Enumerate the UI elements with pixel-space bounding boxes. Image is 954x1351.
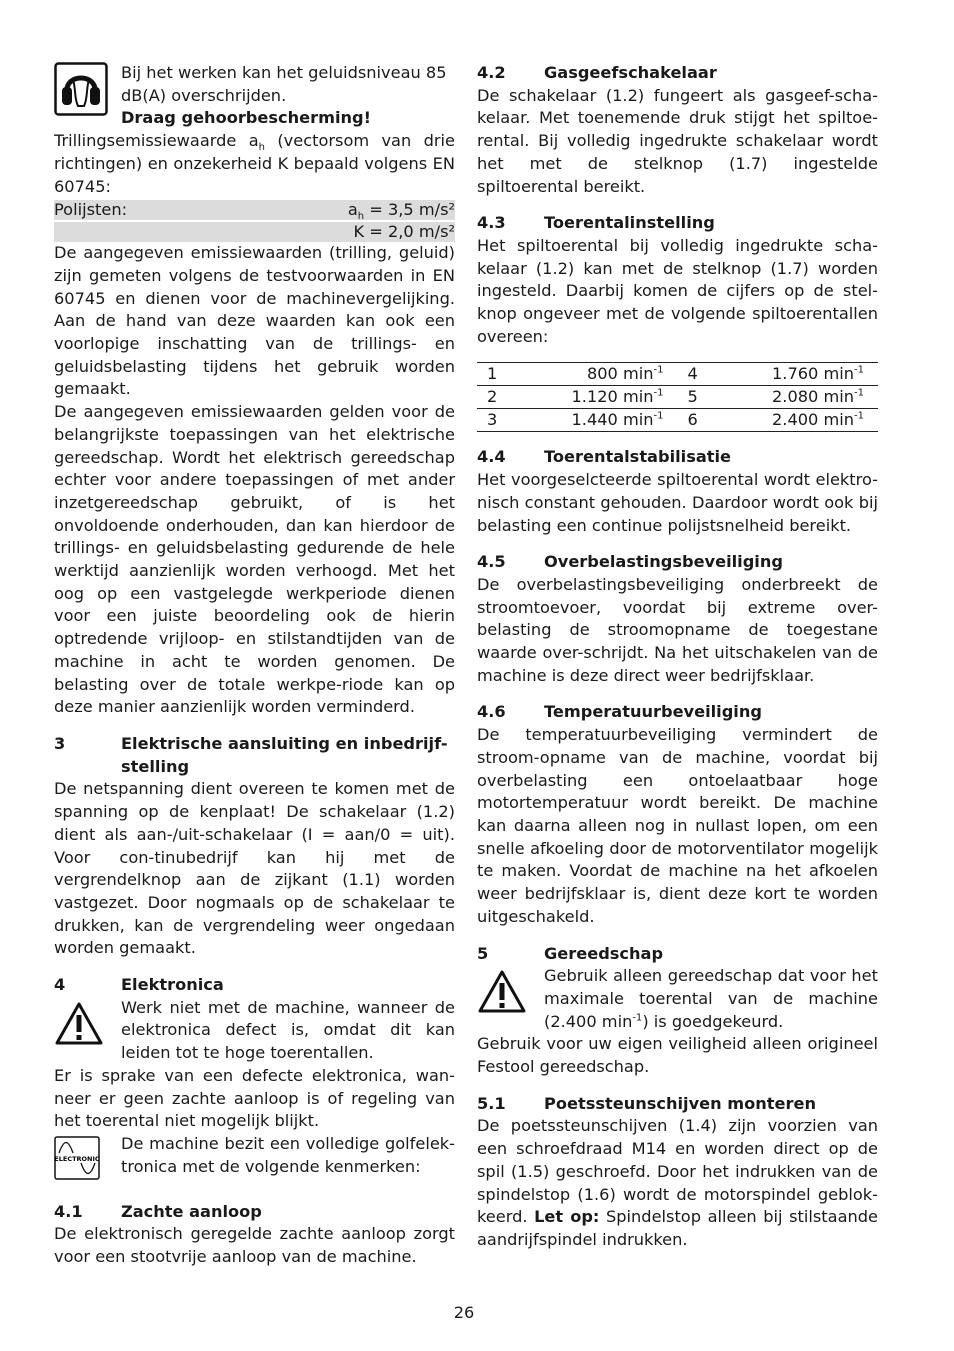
electronic-notice (54, 1133, 455, 1187)
section-title: Gereedschap (544, 943, 664, 963)
section-4-4-heading: 4.4 Toerentalstabilisatie (477, 446, 878, 469)
section-5-1-heading: 5.1 Poetssteunschijven monteren (477, 1093, 878, 1116)
electronics-warning (54, 997, 455, 1065)
tool-warning (477, 965, 878, 1033)
right-column (477, 62, 878, 1252)
svg-text:ELECTRONIC: ELECTRONIC (54, 1154, 100, 1163)
section-4-1-text: De elektronisch geregelde zachte aanloop zorgt voor een stootvrije aanloop van de machine. (54, 1224, 455, 1267)
section-4-5-text: De overbelastingsbeveiliging onderbreekt de stroomtoevoer, voordat bij extreme over-belasting de stroomopname de toegestane waarde over-schrijdt. Na het uitschakelen van de machine is deze direct weer bedrijfsklaar. (477, 574, 878, 685)
left-column (54, 62, 455, 1269)
section-5-text: Gebruik voor uw eigen veiligheid alleen origineel Festool gereedschap. (477, 1034, 878, 1077)
ear-warning-bold: Draag gehoorbescherming! (121, 108, 371, 128)
section-title: Toerentalstabilisatie (544, 447, 732, 467)
emission-paragraph-2: De aangegeven emissiewaarden gelden voor de belangrijkste toepassingen van het elektrische gereedschap. Wordt het elektrisch gereedschap echter voor andere toepassingen of met ander inzetgereedschap gebruikt, of is het onvoldoende onderhouden, dan kan hierdoor de trillings- en geluidsbelasting gedurende de hele werktijd aanzienlijk worden verhoogd. Met het oog op een vastgelegde werkperiode dienen voor een juiste beoordeling ook de hierin optredende vrijloop- en stilstandtijden van de machine in acht te worden genomen. De belasting over de totale werkpe-riode kan op deze manier aanzienlijk worden verminderd. (54, 402, 455, 717)
section-title: Elektrische aansluiting en inbedrijf-stelling (121, 733, 448, 776)
k-value-row (54, 222, 455, 242)
speed-table (477, 362, 878, 432)
table-row: 1 800 $\min^{-1}$ 4 1.760 $\min^{-1}$ (487, 364, 864, 384)
page-number: 26 (453, 1303, 475, 1322)
section-4-1-heading: 4.1 Zachte aanloop (54, 1201, 455, 1224)
ear-warning-text: Bij het werken kan het geluidsniveau 85 dB(A) overschrijden. (121, 63, 447, 105)
section-title: Gasgeefschakelaar (544, 63, 717, 82)
section-3-text: De netspanning dient overeen te komen met de spanning op de kenplaat! De schakelaar (1.2) dient als aan-/uit-schakelaar (I = aan/0 = uit). Voor con-tinubedrijf kan hij met de vergrendelknop aan de zijkant (1.1) worden vastgezet. Door nogmaals op de schakelaar te drukken, kan de vergrendeling weer ongedaan worden gemaakt. (54, 779, 455, 958)
section-title: Overbelastingsbeveiliging (544, 552, 783, 572)
polish-vibration-row (54, 200, 455, 223)
section-4-6-heading: 4.6 Temperatuurbeveiliging (477, 701, 878, 724)
section-title: Toerentalinstelling (544, 213, 715, 233)
section-title: Elektronica (121, 975, 224, 995)
section-title: Poetssteunschijven monteren (544, 1093, 816, 1113)
section-4-6-text: De temperatuurbeveiliging vermindert de stroom-opname van de machine, voordat bij overbelasting een ontoelaatbaar hoge motortemperatuur wordt bereikt. De machine kan daarna alleen nog in nullast lopen, om een snelle afkoeling door de motorventilator mogelijk te maken. Voordat de machine na het afkoelen weer bedrijfsklaar is, dient deze kort te worden uitgeschakeld. (477, 725, 878, 926)
polish-label: Polijsten: (54, 200, 128, 220)
section-4-2-heading: 4.2 Gasgeefschakelaar (477, 62, 878, 85)
section-title: Zachte aanloop (121, 1201, 262, 1221)
warning-triangle-icon (477, 965, 544, 1022)
section-5-1-text: De poetssteunschijven (1.4) zijn voorzien van een schroefdraad M14 en worden direct op de spil (1.5) geschroefd. Door het indrukken van de spindelstop (1.6) wordt de motorspindel geblok-keerd. Let op: Spindelstop alleen bij stilstaande aandrijfspindel indrukken. (477, 1116, 878, 1249)
section-4-3-heading: 4.3 Toerentalinstelling (477, 212, 878, 235)
table-row: 3 1.440 $\min^{-1}$ 6 2.400 $\min^{-1}$ (477, 409, 878, 432)
section-4-text: Er is sprake van een defecte elektronica, wan-neer er geen zachte aanloop is of regeling van het toerental niet mogelijk blijkt. (54, 1065, 455, 1131)
section-title: Temperatuurbeveiliging (544, 702, 762, 722)
ah-value: $a_h = 3,5$ m/s² (347, 200, 455, 223)
section-3-heading: 3 Elektrische aansluiting en inbedrijf-stelling (54, 733, 455, 778)
section-5-heading: 5 Gereedschap (477, 943, 878, 966)
section-4-3-text: Het spiltoerental bij volledig ingedrukte scha-kelaar (1.2) kan met de stelknop (1.7) worden ingesteld. Daarbij komen de cijfers op de stel-knop ongeveer met de volgende spiltoerentallen overeen: (477, 235, 878, 346)
electronic-icon (54, 1133, 121, 1187)
tool-warning-text: Gebruik alleen gereedschap dat voor het maximale toerental van de machine (2.400 $\min^{-1}$) is goedgekeurd. (544, 966, 878, 1031)
vibration-intro: Trillingsemissiewaarde $a_h$ (vectorsom van drie richtingen) en onzekerheid K bepaald volgens EN 60745: (54, 131, 455, 196)
electronics-warning-text: Werk niet met de machine, wanneer de elektronica defect is, omdat dit kan leiden tot te hoge toerentallen. (121, 997, 455, 1063)
k-value: K = 2,0 m/s² (353, 222, 455, 242)
electronic-text: De machine bezit een volledige golfelek-tronica met de volgende kenmerken: (121, 1133, 455, 1176)
section-4-5-heading: 4.5 Overbelastingsbeveiliging (477, 551, 878, 574)
emission-paragraph-1: De aangegeven emissiewaarden (trilling, geluid) zijn gemeten volgens de testvoorwaarden in EN 60745 en dienen voor de machinevergelijking. Aan de hand van deze waarden kan ook een voorlopige inschatting van de trillings- en geluidsbelasting tijdens het gebruik worden gemaakt. (54, 243, 455, 399)
section-4-4-text: Het voorgeselcteerde spiltoerental wordt elektro-nisch constant gehouden. Daardoor wordt ook bij belasting een continue polijstsnelheid bereikt. (477, 470, 878, 535)
section-4-2-text: De schakelaar (1.2) fungeert als gasgeef-scha-kelaar. Met toenemende druk stijgt het spiltoe-rental. Bij volledig ingedrukte schakelaar wordt het met de stelknop (1.7) ingestelde spiltoerental bereikt. (477, 85, 878, 196)
table-row: 2 1.120 $\min^{-1}$ 5 2.080 $\min^{-1}$ (477, 386, 878, 409)
ear-protection-notice (54, 62, 455, 130)
ear-protection-icon (54, 62, 121, 123)
section-4-heading: 4 Elektronica (54, 974, 455, 997)
warning-triangle-icon (54, 997, 121, 1054)
